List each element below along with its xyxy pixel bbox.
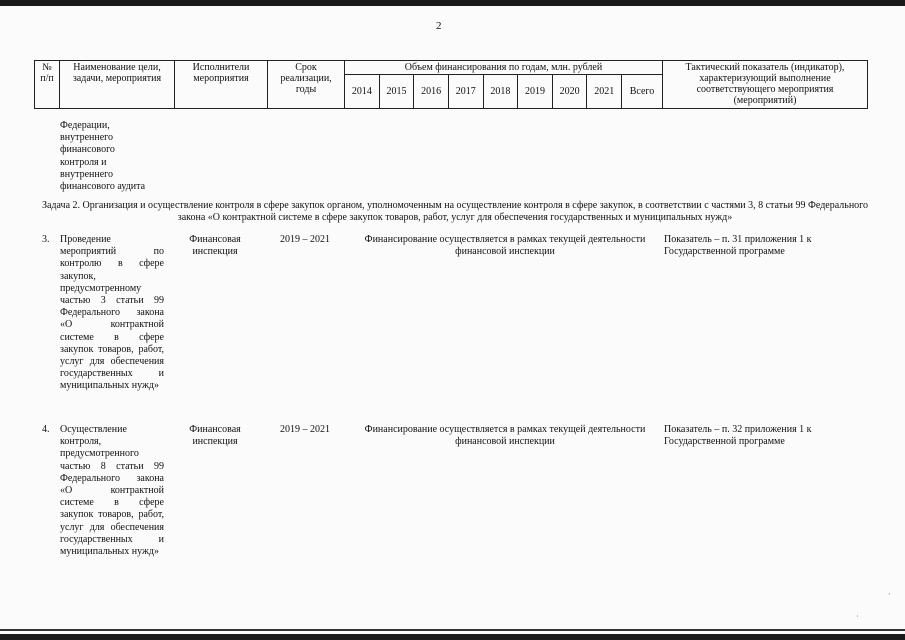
task-2-heading: Задача 2. Организация и осуществление контроля в сфере закупок органом, уполномоченным на осуществление контроля в сфере закупок, в соответствии с частями 3, 8 статьи 99 Федерального закона «О контрактной системе в сфере закупок товаров, работ, услуг для обеспечения государственных и муниципальных нужд» — [41, 200, 869, 223]
header-year: 2021 — [587, 75, 622, 109]
goal-continuation: Федерации, внутреннего финансового контроля и внутреннего финансового аудита — [60, 120, 146, 193]
header-year: 2015 — [379, 75, 414, 109]
row-number: 3. — [42, 234, 50, 245]
header-executors: Исполнители мероприятия — [175, 61, 268, 109]
header-year: 2020 — [552, 75, 587, 109]
row-term: 2019 – 2021 — [280, 234, 330, 245]
scan-bottom-border — [0, 634, 905, 640]
table-header — [34, 60, 868, 109]
header-num: № п/п — [35, 61, 60, 109]
row-funding: Финансирование осуществляется в рамках текущей деятельности финансовой инспекции — [364, 424, 646, 447]
header-year: 2018 — [483, 75, 518, 109]
header-year-total: Всего — [622, 75, 663, 109]
header-year: 2014 — [345, 75, 380, 109]
row-term: 2019 – 2021 — [280, 424, 330, 435]
row-activity-name: Проведение мероприятий по контролю в сфере закупок, предусмотренному частью 3 статьи 99 Федерального закона «О контрактной системе в сфере закупок товаров, работ, услуг для обеспечения государственных и муниципальных нужд» — [60, 234, 164, 392]
header-indicator: Тактический показатель (индикатор), характеризующий выполнение соответствующего мероприятия (мероприятий) — [663, 61, 868, 109]
header-year: 2017 — [448, 75, 483, 109]
row-indicator: Показатель – п. 31 приложения 1 к Государственной программе — [664, 234, 812, 257]
header-funding: Объем финансирования по годам, млн. рублей — [345, 61, 663, 75]
scan-bottom-line — [0, 629, 905, 631]
header-term: Срок реализации, годы — [268, 61, 345, 109]
row-executor: Финансовая инспекция — [189, 234, 241, 257]
header-name: Наименование цели, задачи, мероприятия — [60, 61, 175, 109]
row-indicator: Показатель – п. 32 приложения 1 к Государственной программе — [664, 424, 812, 447]
scan-top-border — [0, 0, 905, 6]
row-activity-name: Осуществление контроля, предусмотренного частью 8 статьи 99 Федерального закона «О контрактной системе в сфере закупок товаров, работ, услуг для обеспечения государственных и муниципальных нужд» — [60, 424, 164, 558]
row-funding: Финансирование осуществляется в рамках текущей деятельности финансовой инспекции — [364, 234, 646, 257]
header-year: 2019 — [518, 75, 553, 109]
page-number: 2 — [436, 20, 442, 32]
scan-speck: · — [888, 590, 891, 599]
row-executor: Финансовая инспекция — [189, 424, 241, 447]
scan-speck: · — [856, 612, 859, 621]
row-number: 4. — [42, 424, 50, 435]
header-year: 2016 — [414, 75, 449, 109]
